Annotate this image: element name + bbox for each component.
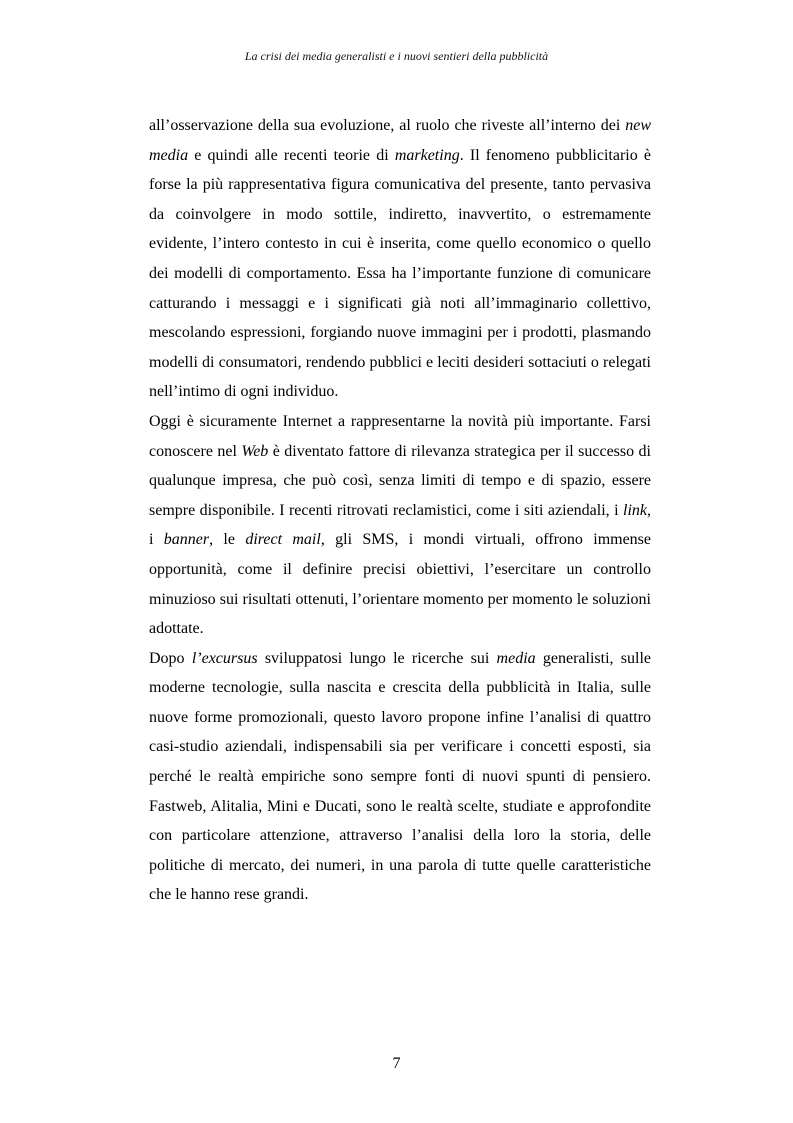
text-run: è diventato fattore di rilevanza strategica per il successo di qualunque impresa, che può così, senza limiti di tempo e di spazio, essere sempre disponibile. I recenti ritrovati reclamistici, come i siti aziendali, i xyxy=(149,442,651,519)
text-run: , le xyxy=(209,531,246,549)
text-run: e quindi alle recenti teorie di xyxy=(188,146,395,164)
text-run: Dopo xyxy=(149,649,192,667)
text-run: all’osservazione della sua evoluzione, al ruolo che riveste all’interno dei xyxy=(149,117,626,134)
running-header: La crisi dei media generalisti e i nuovi sentieri della pubblicità xyxy=(244,49,549,63)
paragraph-3 xyxy=(149,644,651,910)
italic-term: direct mail xyxy=(245,531,321,549)
text-run: . Il fenomeno pubblicitario è forse la più rappresentativa figura comunicativa del presente, tanto pervasiva da coinvolgere in modo sottile, indiretto, inavvertito, o estremamente evidente, l’intero contesto in cui è inserita, come quello economico o quello dei modelli di comportamento. Essa ha l’importante funzione di comunicare catturando i messaggi e i significati già noti all’immaginario collettivo, mescolando espressioni, forgiando nuove immagini per i prodotti, plasmando modelli di consumatori, rendendo pubblici e leciti desideri sottaciuti o relegati nell’intimo di ogni individuo. xyxy=(149,146,651,401)
italic-term: marketing xyxy=(394,146,460,164)
italic-term: link xyxy=(623,501,647,519)
italic-term: banner xyxy=(163,531,210,549)
italic-term: l’excursus xyxy=(191,649,258,667)
italic-term: Web xyxy=(241,442,269,460)
text-run: Oggi è sicuramente Internet a rappresentarne la novità più importante. Farsi conoscere nel xyxy=(149,412,651,460)
text-run: generalisti, sulle moderne tecnologie, sulla nascita e crescita della pubblicità in Italia, sulle nuove forme promozionali, questo lavoro propone infine l’analisi di quattro casi-studio aziendali, indispensabili sia per verificare i concetti esposti, sia perché le realtà empiriche sono sempre fonti di nuovi spunti di pensiero. Fastweb, Alitalia, Mini e Ducati, sono le realtà scelte, studiate e approfondite con particolare attenzione, attraverso l’analisi della loro la storia, delle politiche di mercato, dei numeri, in una parola di tutte quelle caratteristiche che le hanno rese grandi. xyxy=(149,649,652,904)
italic-term: new media xyxy=(149,117,651,164)
italic-term: media xyxy=(496,649,536,667)
text-run: , i xyxy=(149,501,651,549)
text-run: , gli SMS, i mondi virtuali, offrono immense opportunità, come il definire precisi obiettivi, l’esercitare un controllo minuzioso sui risultati ottenuti, l’orientare momento per momento le soluzioni adottate. xyxy=(149,531,652,638)
text-run: sviluppatosi lungo le ricerche sui xyxy=(257,649,497,667)
page-number: 7 xyxy=(392,1055,401,1072)
body-text xyxy=(149,111,651,910)
paragraph-2 xyxy=(149,407,651,644)
paragraph-1 xyxy=(149,111,651,407)
